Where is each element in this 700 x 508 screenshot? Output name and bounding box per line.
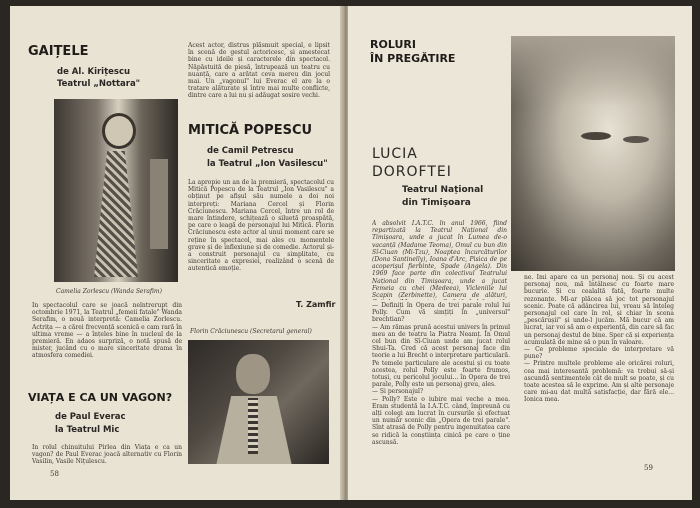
interview-column-right: ne. Îmi apare ca un personaj nou. Și cu acest personaj nou, mă întâlnesc cu foarte mare bucurie. Și cu cealaltă fată, foarte multe rezonanțe. Mi-ar plăcea să joc tot personajul scenic. Poate că adâncirea lui, vreau să înțeleg personajul cel care în rol, și chiar în scena „pescărușii" și unde-l jucăm. Mă bucur că am lucrat, iar voi să am o experiență, din care să fac un personaj destul de bine. Sper că și experiența acumulată de mine să o pun în valoare. — Ce probleme speciale de interpretare vă pune? — Printre multele probleme ale oricărei roluri, cea mai interesantă problemă: va trebui să-și ascundă sentimentele cât de mult se poate, și cu toate acestea să le exprime. Am și alte personaje care mi-au dat multă satisfacție, dar fără ele... Ionica mea. [524, 274, 674, 404]
mitica-paragraph: La apropie un an de la premieră, spectacolul cu Mitică Popescu de la Teatrul „Ion Vasilescu" a obținut pe afișul său numele a doi noi interpreți: Mariana Cercel și Florin Crăciunescu. Mariana Cercel, între un rol de mare întindere, schițează o siluetă proaspătă, pe care o leagă de personajul lui Mitică. Florin Crăciunescu este actor al unui moment care se reține în spectacol, mai ales cu momentele grave și de inflexiune și de comedie. Actorul și-a construit personajul cu simplitate, cu sinceritate a expresiei, realizând o scenă de autentică emoție. [188, 179, 334, 273]
hair-shape [511, 36, 675, 106]
camelia-zorlescu-photo [54, 99, 178, 282]
viata-author: de Paul Everac [55, 412, 126, 422]
eye-shape [581, 132, 611, 140]
actor-tie-shape [248, 398, 258, 454]
actor-head-shape [236, 354, 270, 394]
gaitele-author: de Al. Kirițescu [57, 67, 131, 77]
gaitele-paragraph: În spectacolul care se joacă neîntrerupt din octombrie 1971, la Teatrul „femeii fatale" Wanda Serafim, o nouă interpretă: Camelia Zorlescu. Actrița — a cărei frecvență scenică e cam rară în ultima vreme — a înțeles bine în nucleul de la premieră. En adaos surpriză, o notă spusă de mister, jucând cu o mare sinceritate drama în atmosfera comediei. [32, 302, 182, 360]
top-right-column-text: Acest actor, distrus plăsmuit special, e lipsit în scenă de gestul actoricesc, și amestecat bine cu ideile și caracterele din spectacol. Năpăstuită de piesă, întrupează un teatru cu nuanță, care a arătat ceva mereu din jocul mai. Un „vagonul" lui Everac el are la o tratare alăturate și între mai multe conflicte, dintre care a lui nu și adăugat sosire vechi. [188, 42, 330, 100]
actress-head-shape [102, 113, 136, 149]
lucia-doroftei-portrait [511, 36, 675, 271]
viata-paragraph: În rolul chinuitului Pirlea din Viața e ca un vagon? de Paul Everac joacă alternativ cu Florin Vasilin, Vasile Nițulescu. [32, 444, 182, 466]
interview-column-left: — Definiți în Opera de trei parale rolul lui Polly. Cum vă simțiți în „universul" brechtian? — Am rămas prună acestui univers în primul meu an de teatru la Piatra Neamț. În Omul cel bun din Sî-Ciuan unde am jucat rolul Shui-Ta. Cred că acest personaj face din teorie a lui Brecht o interpretare particulară. Pe temele particulare ale acestui și cu toate acestea, rolul Polly este foarte frumos, totuși, cu pericolul jocului... în Opera de trei parale, Polly este un personaj greu, ales. — Și personajul? — Polly? Este o iubire mai veche a mea. Eram studentă la I.A.T.C. când, împreună cu alți colegi am lucrat în cursurile și efectuat un număr scenic din „Opera de trei parale". Sînt atrasă de Polly pentru ingenuitatea care se ridică la conștiința cinică pe care o ține ascunsă. [372, 302, 510, 446]
signature: T. Zamfir [296, 300, 336, 309]
crciunescu-photo [188, 340, 329, 464]
name-doroftei: DOROFTEI [372, 164, 452, 180]
gaitele-theatre: Teatrul „Nottara" [57, 79, 141, 89]
theatre-line1: Teatrul Național [402, 185, 484, 195]
viata-theatre: la Teatrul Mic [55, 425, 120, 435]
gaitele-photo-caption: Camelia Zorlescu (Wanda Serafim) [56, 288, 162, 295]
window-shape [150, 159, 168, 249]
theatre-line2: din Timișoara [402, 198, 471, 208]
mitica-popescu-title: MITICĂ POPESCU [188, 123, 313, 138]
crciunescu-photo-caption: Florin Crăciunescu (Secretarul general) [190, 328, 312, 335]
name-lucia: LUCIA [372, 146, 418, 162]
kicker-roluri: ROLURI [370, 38, 416, 51]
bio-text: A absolvit I.A.T.C. în anul 1966, fiind repartizată la Teatrul Național din Timișoara, unde a jucat în Lumea de-o vacanță (Madame Teoma), Omul cu bun din Sî-Ciuan (Mi-Tzu), Noaptea încurcăturilor (Dona Santinelly), Ioana d'Arc, Pisica de pe acoperișul fierbinte, Spade (Angela). Din 1969 face parte din colectivul Teatrului Național din Timișoara, unde a jucat Femeia cu chei (Medeea), Vicleniile lui Scapin (Zerbinette), Camera de alături, [372, 220, 507, 300]
right-page [348, 6, 692, 500]
page-number-59: 59 [644, 464, 653, 472]
kicker-in-pregatire: ÎN PREGĂTIRE [370, 52, 456, 65]
mitica-theatre: la Teatrul „Ion Vasilescu" [207, 159, 328, 169]
mitica-author: de Camil Petrescu [207, 146, 294, 156]
patterned-dress-shape [94, 151, 138, 277]
left-page [10, 6, 342, 500]
gaitele-title: GAIȚELE [28, 44, 89, 59]
viata-title: VIAȚA E CA UN VAGON? [28, 391, 173, 404]
page-number-58: 58 [50, 470, 59, 478]
eye-shape-2 [623, 136, 649, 143]
